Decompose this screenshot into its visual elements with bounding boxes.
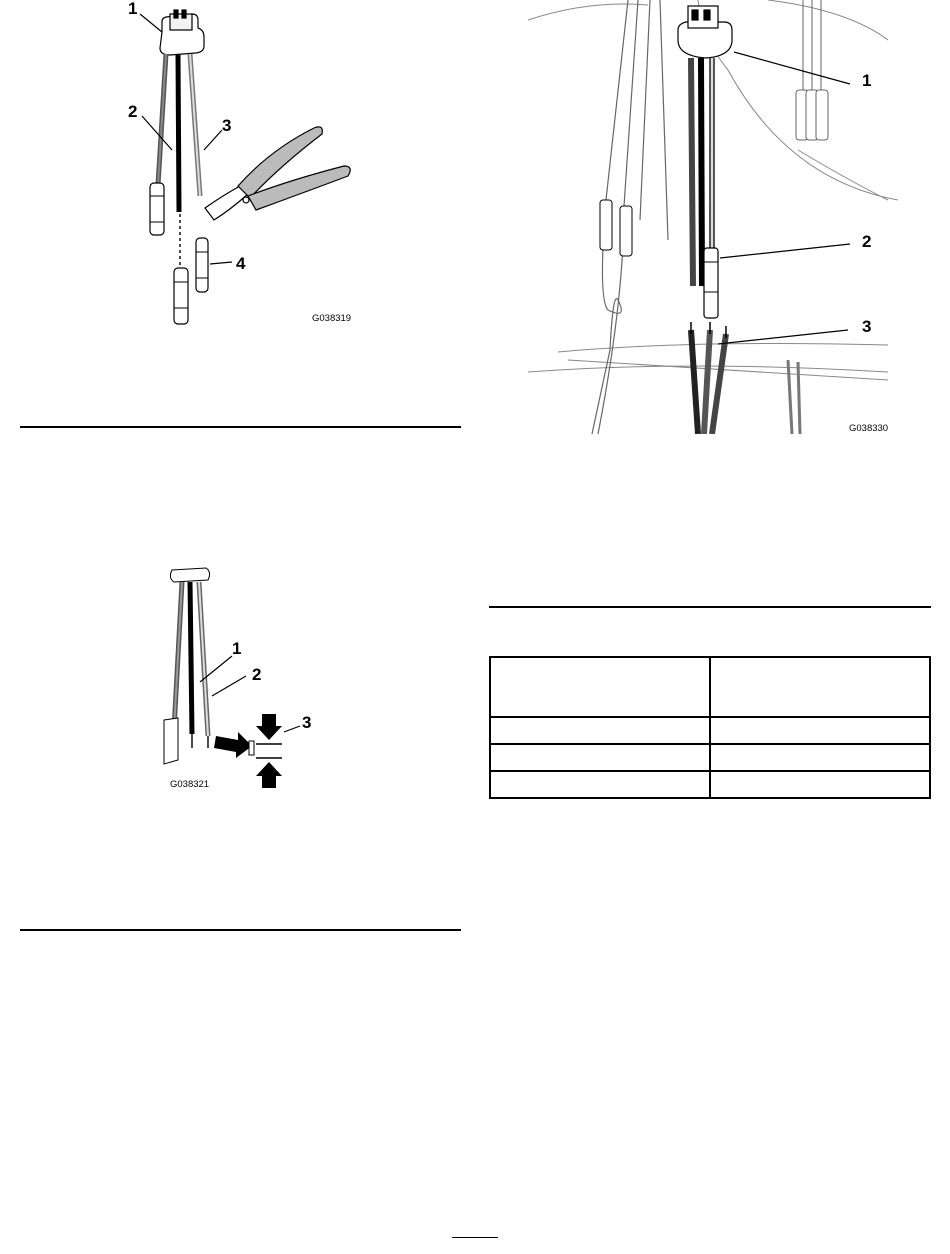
wire-stripping-illustration bbox=[160, 560, 330, 796]
table-cell bbox=[490, 771, 710, 798]
page-number-line bbox=[452, 1237, 498, 1238]
table-header-cell bbox=[710, 657, 930, 717]
callout-2: 2 bbox=[862, 232, 872, 251]
table-cell bbox=[710, 717, 930, 744]
connection-table bbox=[489, 656, 931, 799]
table-header-cell bbox=[490, 657, 710, 717]
figure-wire-stripping bbox=[160, 560, 330, 796]
callout-4: 4 bbox=[236, 254, 246, 273]
wire-cutting-illustration bbox=[110, 0, 390, 330]
table-row bbox=[490, 744, 930, 771]
figure-code: G038321 bbox=[170, 779, 210, 790]
callout-2: 2 bbox=[252, 665, 262, 684]
table-cell bbox=[490, 744, 710, 771]
divider-right bbox=[489, 606, 931, 608]
figure-wire-cutting bbox=[110, 0, 390, 330]
callout-3: 3 bbox=[302, 713, 312, 732]
callout-3: 3 bbox=[222, 116, 232, 135]
callout-1: 1 bbox=[862, 71, 872, 90]
callout-1: 1 bbox=[128, 0, 138, 18]
table-cell bbox=[710, 771, 930, 798]
harness-illustration bbox=[528, 0, 898, 434]
figure-code: G038330 bbox=[849, 423, 889, 434]
figure-code: G038319 bbox=[312, 313, 352, 324]
divider-left-1 bbox=[20, 426, 461, 428]
table-cell bbox=[490, 717, 710, 744]
figure-wires-under-seat bbox=[528, 0, 898, 434]
table-header-row bbox=[490, 657, 930, 717]
table-cell bbox=[710, 744, 930, 771]
table-row bbox=[490, 771, 930, 798]
divider-left-2 bbox=[20, 929, 461, 931]
callout-2: 2 bbox=[128, 102, 138, 121]
callout-3: 3 bbox=[862, 317, 872, 336]
table-row bbox=[490, 717, 930, 744]
callout-1: 1 bbox=[232, 639, 242, 658]
